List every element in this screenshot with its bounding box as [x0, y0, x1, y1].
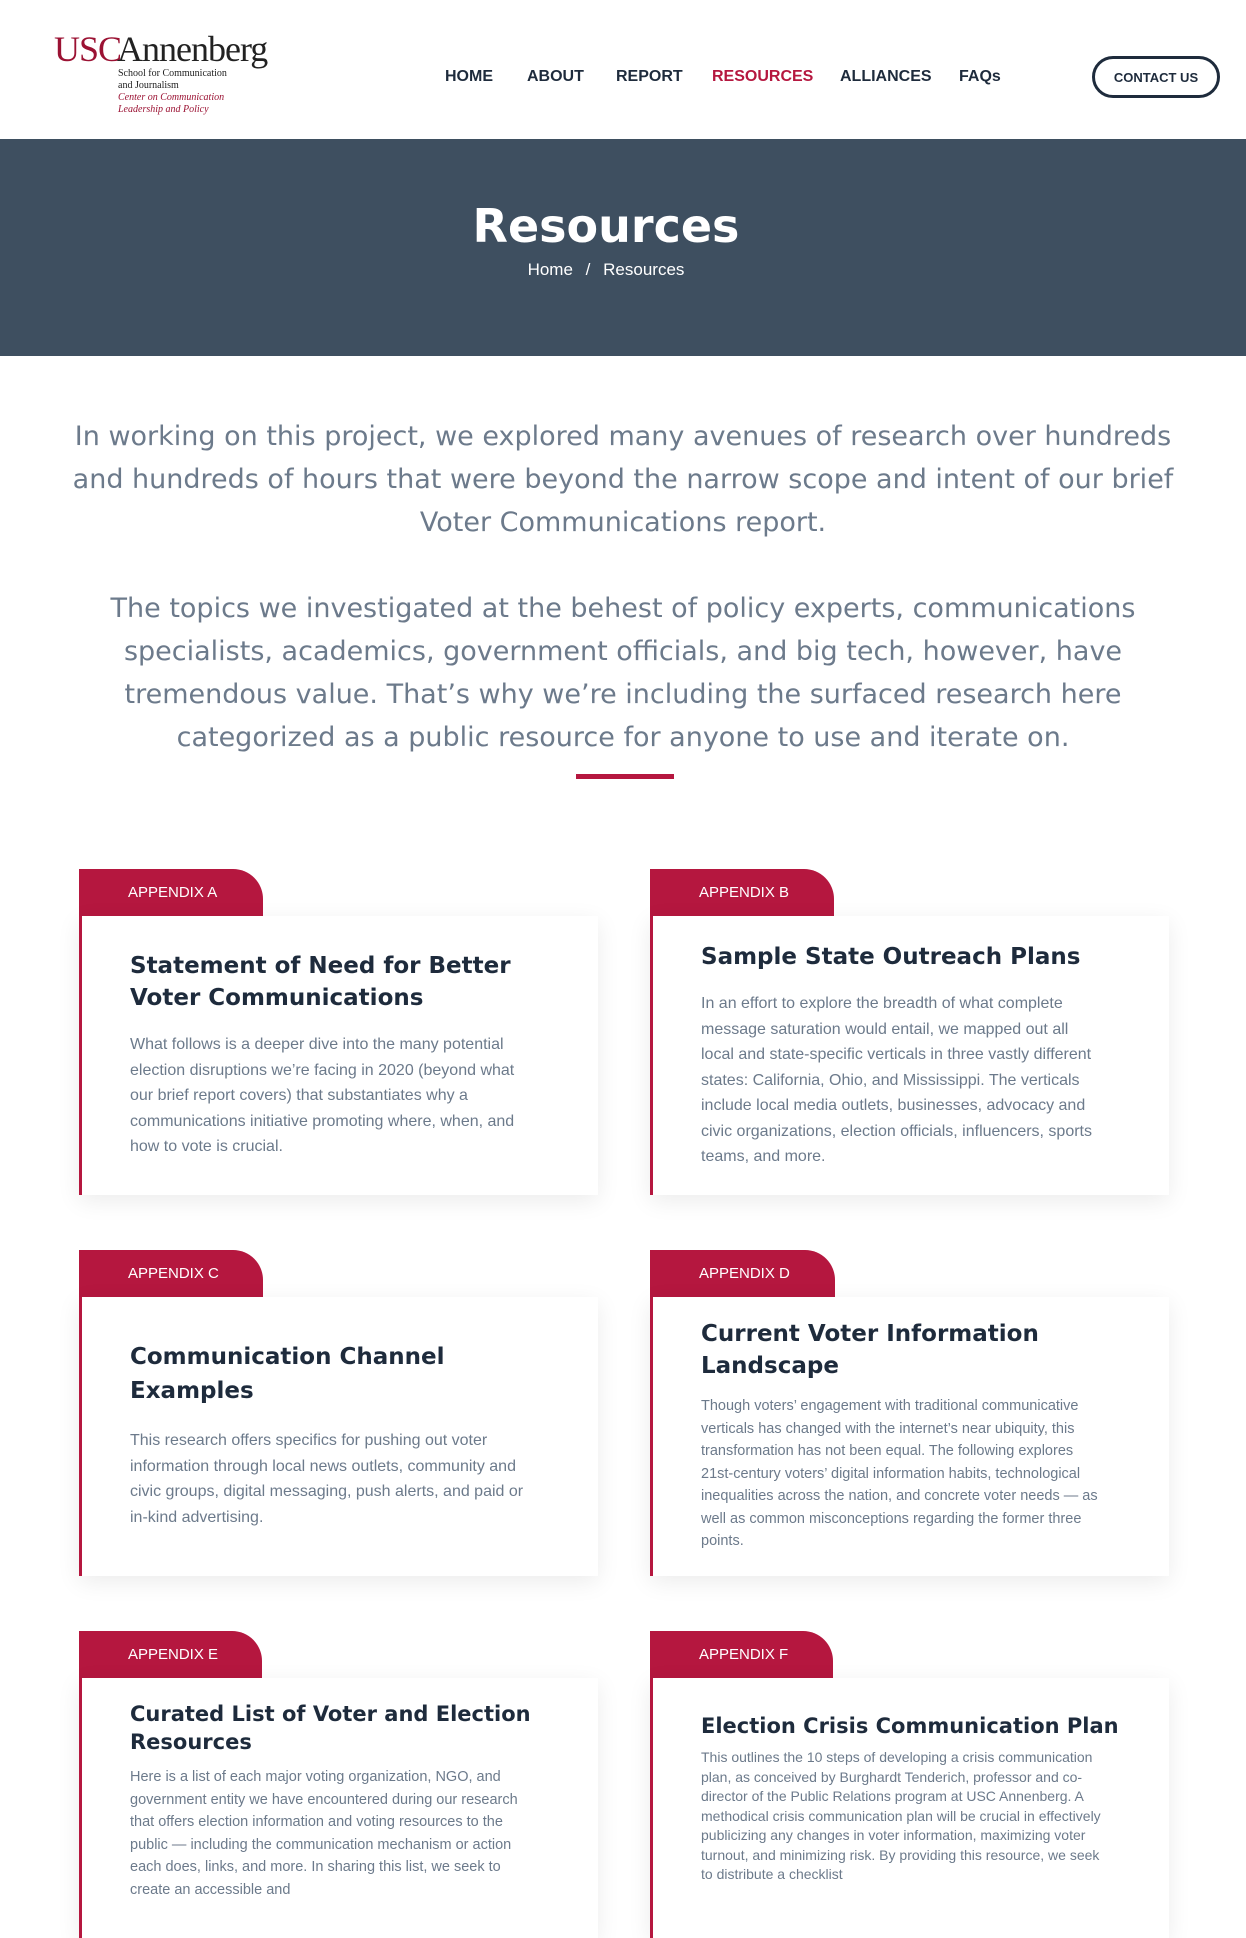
- appendix-f-title[interactable]: Election Crisis Communication Plan: [701, 1714, 1119, 1738]
- breadcrumb-home[interactable]: Home: [527, 260, 573, 279]
- appendix-e-card[interactable]: [79, 1678, 598, 1938]
- breadcrumb-separator: /: [585, 260, 591, 279]
- intro-paragraph-2: The topics we investigated at the behest of policy experts, communications specialists, academics, government officials, and big tech, however, have tremendous value. That’s why we’re including the surfaced research here categorized as a public resource for anyone to use and iterate on.: [110, 593, 1136, 753]
- logo-line-1: School for Communication: [118, 68, 227, 79]
- appendix-d-card[interactable]: [650, 1297, 1169, 1576]
- logo-usc: USC: [54, 29, 122, 69]
- appendix-b-title[interactable]: Sample State Outreach Plans: [701, 944, 1081, 970]
- page-title: Resources: [472, 199, 740, 253]
- logo-line-4: Leadership and Policy: [118, 104, 209, 115]
- appendix-e-title[interactable]: Curated List of Voter and Election Resources: [130, 1702, 531, 1754]
- appendix-f-tab: APPENDIX F: [650, 1631, 833, 1678]
- nav-resources[interactable]: RESOURCES: [712, 68, 814, 85]
- appendix-d-body: Though voters’ engagement with traditional communicative verticals has changed with the internet’s near ubiquity, this transformation has not been equal. The following explores 21st-century voters’ digital information habits, technological inequalities across the nation, and concrete voter needs — as well as common misconceptions regarding the former three points.: [701, 1398, 1098, 1549]
- appendix-d-tab: APPENDIX D: [650, 1250, 835, 1297]
- appendix-a-card[interactable]: [79, 916, 598, 1195]
- logo-line-3: Center on Communication: [118, 92, 225, 103]
- appendix-f-card[interactable]: [650, 1678, 1169, 1938]
- appendix-a-body: What follows is a deeper dive into the many potential election disruptions we’re facing in 2020 (beyond what our brief report covers) that substantiates why a communications initiative promoting where, when, and how to vote is crucial.: [130, 1036, 515, 1155]
- appendix-d-title[interactable]: Current Voter Information Landscape: [701, 1321, 1039, 1379]
- appendix-b-tab: APPENDIX B: [650, 869, 834, 916]
- appendix-f-body: This outlines the 10 steps of developing a crisis communication plan, as conceived by Burghardt Tenderich, professor and co-director of the Public Relations program at USC Annenberg. A methodical crisis communication plan will be crucial in effectively publicizing any changes in voter information, maximizing voter turnout, and minimizing risk. By providing this resource, we seek to distribute a checklist: [701, 1749, 1101, 1882]
- site-header: [0, 0, 1246, 139]
- nav-faqs[interactable]: FAQs: [959, 68, 1001, 85]
- contact-us-button[interactable]: CONTACT US: [1092, 56, 1220, 98]
- appendix-c-card[interactable]: [79, 1297, 598, 1576]
- appendix-b-body: In an effort to explore the breadth of what complete message saturation would entail, we mapped out all local and state-specific verticals in three vastly different states: California, Ohio, and Mississippi. The verticals include local media outlets, businesses, advocacy and civic organizations, election officials, influencers, sports teams, and more.: [701, 995, 1092, 1165]
- breadcrumb: [0, 260, 1212, 280]
- logo-line-2: and Journalism: [118, 80, 179, 91]
- nav-home[interactable]: HOME: [445, 68, 493, 85]
- section-divider: [576, 774, 674, 779]
- appendix-b-card[interactable]: [650, 916, 1169, 1195]
- nav-alliances[interactable]: ALLIANCES: [840, 68, 932, 85]
- breadcrumb-current: Resources: [603, 260, 685, 279]
- intro-paragraph-1: In working on this project, we explored many avenues of research over hundreds and hundreds of hours that were beyond the narrow scope and intent of our brief Voter Communications report.: [72, 421, 1174, 538]
- appendix-c-tab: APPENDIX C: [79, 1250, 263, 1297]
- usc-annenberg-logo[interactable]: [54, 28, 268, 118]
- appendix-e-body: Here is a list of each major voting organization, NGO, and government entity we have encountered during our research that offers election information and voting resources to the public — including the communication mechanism or action each does, links, and more. In sharing this list, we seek to create an accessible and: [130, 1769, 518, 1898]
- appendix-c-title[interactable]: Communication Channel Examples: [130, 1344, 445, 1404]
- nav-about[interactable]: ABOUT: [527, 68, 584, 85]
- appendix-a-tab: APPENDIX A: [79, 869, 263, 916]
- page-hero: [0, 139, 1246, 356]
- appendix-c-body: This research offers specifics for pushing out voter information through local news outlets, community and civic groups, digital messaging, push alerts, and paid or in-kind advertising.: [130, 1432, 524, 1526]
- appendix-a-title[interactable]: Statement of Need for Better Voter Communications: [130, 953, 511, 1011]
- logo-annenberg: Annenberg: [117, 29, 268, 69]
- appendix-e-tab: APPENDIX E: [79, 1631, 262, 1678]
- nav-report[interactable]: REPORT: [616, 68, 683, 85]
